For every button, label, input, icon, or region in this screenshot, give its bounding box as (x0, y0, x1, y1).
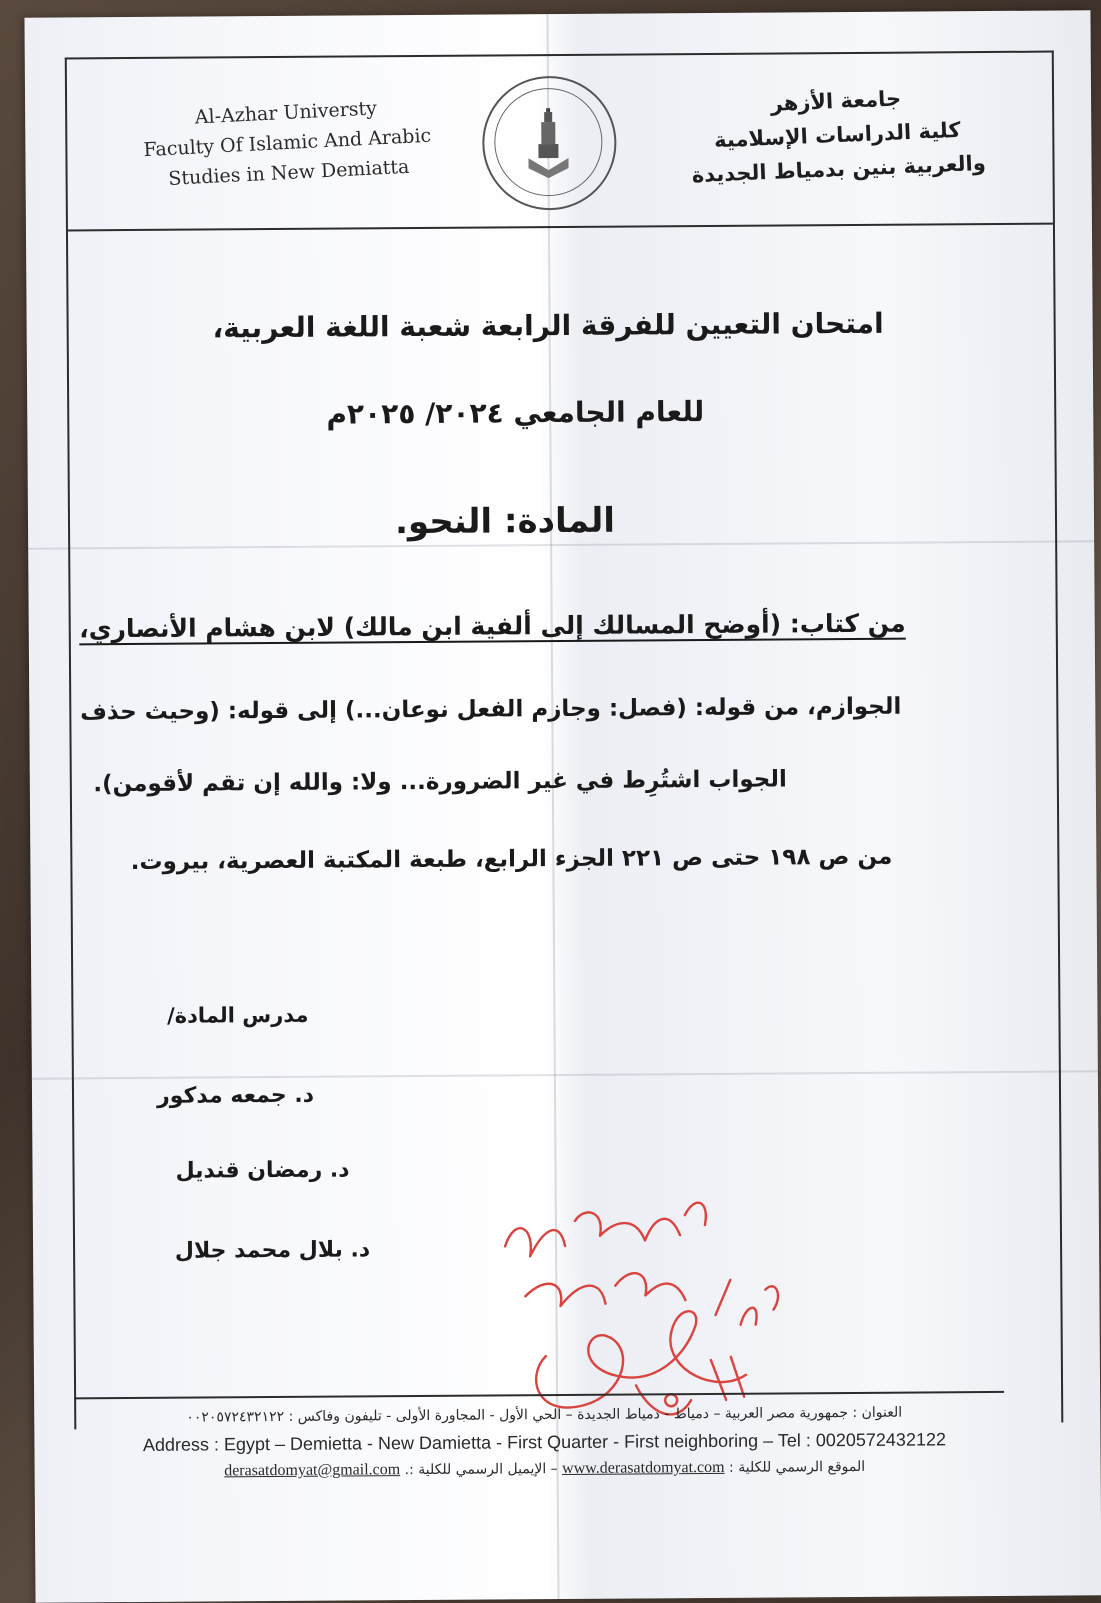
university-seal-icon (482, 76, 617, 211)
footer-address-arabic: العنوان : جمهورية مصر العربية – دمياط - دمياط الجديدة – الحي الأول - المجاورة الأولى - تليفون وفاكس : ٠٠٢٠٥٧٢٤٣٢١٢٢ (186, 1404, 903, 1426)
instructors-label: مدرس المادة/ (166, 1002, 309, 1028)
email-link[interactable]: derasatdomyat@gmail.com (224, 1461, 401, 1480)
document-frame (65, 51, 1064, 1430)
website-label: الموقع الرسمي للكلية : (728, 1458, 866, 1476)
website-link[interactable]: www.derasatdomyat.com (562, 1458, 725, 1478)
footer-address-english: Address : Egypt – Demietta - New Damietta - First Quarter - First neighboring – Tel : 0020572432122 (142, 1429, 947, 1455)
header-arabic-line: جامعة الأزهر (770, 86, 902, 116)
exam-title: امتحان التعيين للفرقة الرابعة شعبة اللغة العربية، (212, 306, 884, 345)
instructor-name: د. جمعه مدكور (157, 1082, 315, 1109)
footer-contacts (95, 1457, 995, 1481)
exam-subject: المادة: النحو. (394, 500, 616, 543)
minaret-icon (524, 108, 572, 178)
instructor-name: د. رمضان قنديل (175, 1157, 350, 1184)
book-reference: من كتاب: (أوضح المسالك إلى ألفية ابن مالك) لابن هشام الأنصاري، (79, 608, 906, 644)
handwritten-approval-signature (485, 1184, 787, 1436)
academic-year: للعام الجامعي ٢٠٢٤/ ٢٠٢٥م (326, 395, 705, 431)
email-label: – الإيميل الرسمي للكلية :. (404, 1461, 558, 1479)
header-english-line: Faculty Of Islamic And Arabic (143, 124, 432, 162)
university-name-arabic (685, 78, 989, 192)
header-english-line: Al-Azhar Universty (194, 97, 378, 129)
header-english-line: Studies in New Demiatta (167, 155, 410, 190)
instructor-name: د. بلال محمد جلال (174, 1237, 371, 1264)
university-name-english (105, 89, 469, 197)
exam-scope-line: الجوازم، من قوله: (فصل: وجازم الفعل نوعان...) إلى قوله: (وحيث حذف (80, 693, 902, 726)
exam-scope-line: الجواب اشتُرِط في غير الضرورة... ولا: والله إن تقم لأقومن). (93, 766, 787, 798)
exam-document (24, 10, 1101, 1602)
header-divider (68, 223, 1053, 232)
header-arabic-line: والعربية بنين بدمياط الجديدة (691, 150, 987, 188)
header-arabic-line: كلية الدراسات الإسلامية (713, 117, 962, 153)
page-range: من ص ١٩٨ حتى ص ٢٢١ الجزء الرابع، طبعة المكتبة العصرية، بيروت. (130, 843, 893, 876)
